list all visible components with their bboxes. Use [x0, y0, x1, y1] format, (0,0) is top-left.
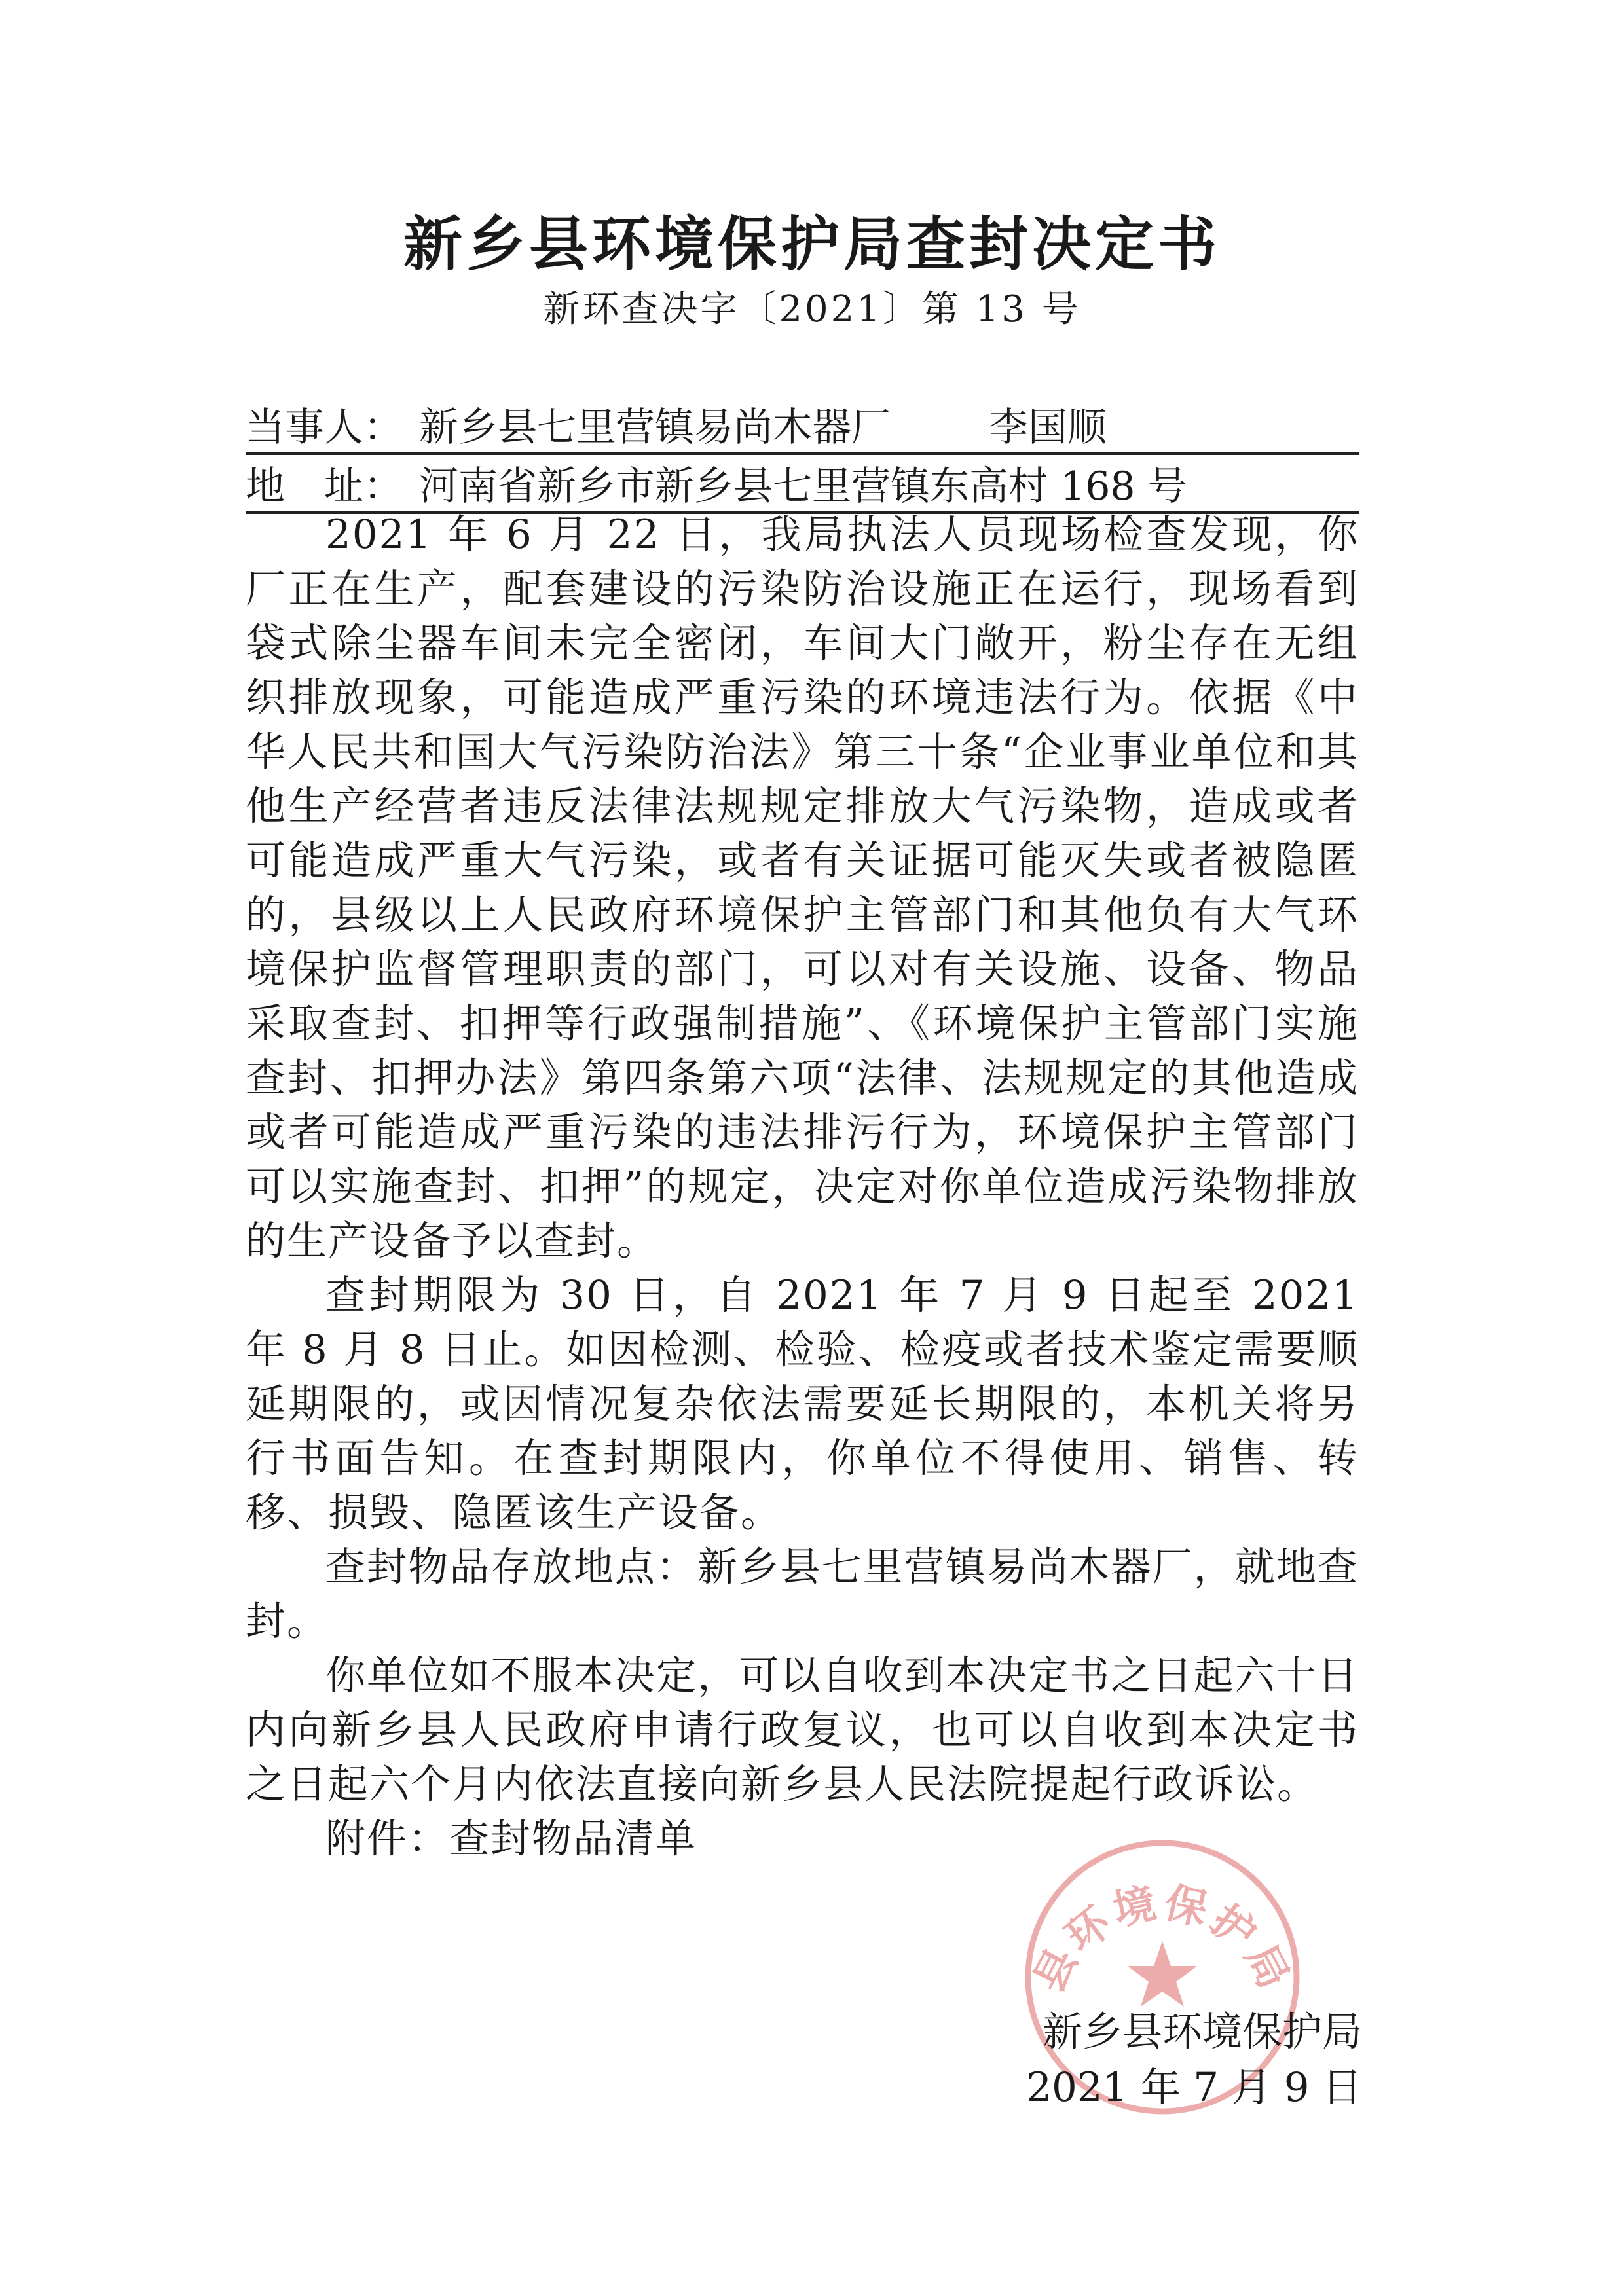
body-paragraph-appeal: 你单位如不服本决定，可以自收到本决定书之日起六十日内向新乡县人民政府申请行政复议，也可以自收到本决定书之日起六个月内依法直接向新乡县人民法院提起行政诉讼。 — [246, 1652, 1359, 1808]
party-label: 当事人： — [246, 405, 403, 450]
party-row — [246, 396, 1359, 455]
document-number: 新环查决字〔2021〕第 13 号 — [543, 288, 1081, 331]
address-value: 河南省新乡市新乡县七里营镇东高村 168 号 — [419, 464, 1187, 509]
body-paragraph-location: 查封物品存放地点：新乡县七里营镇易尚木器厂，就地查封。 — [246, 1544, 1359, 1645]
body-paragraph-attachment: 附件：查封物品清单 — [325, 1815, 697, 1862]
seal-text: 县环境保护局 — [1024, 1878, 1301, 2000]
party-name: 新乡县七里营镇易尚木器厂 — [419, 405, 891, 450]
document-body — [246, 507, 1359, 1866]
signature-org: 新乡县环境保护局 — [1042, 2009, 1362, 2055]
address-label: 地 址： — [246, 464, 403, 509]
body-paragraph-facts: 2021 年 6 月 22 日，我局执法人员现场检查发现，你厂正在生产，配套建设的污染防治设施正在运行，现场看到袋式除尘器车间未完全密闭，车间大门敞开，粉尘存在无组织排放现象，可能造成严重污染的环境违法行为。依据《中华人民共和国大气污染防治法》第三十条“企业事业单位和其他生产经营者违反法律法规规定排放大气污染物，造成或者可能造成严重大气污染，或者有关证据可能灭失或者被隐匿的，县级以上人民政府环境保护主管部门和其他负有大气环境保护监督管理职责的部门，可以对有关设施、设备、物品采取查封、扣押等行政强制措施”、《环境保护主管部门实施查封、扣押办法》第四条第六项“法律、法规规定的其他造成或者可能造成严重污染的违法排污行为，环境保护主管部门可以实施查封、扣押”的规定，决定对你单位造成污染物排放的生产设备予以查封。 — [246, 511, 1359, 1264]
document-title: 新乡县环境保护局查封决定书 — [403, 210, 1221, 279]
signature-date: 2021 年 7 月 9 日 — [1026, 2064, 1362, 2111]
address-row — [246, 455, 1359, 514]
party-person: 李国顺 — [989, 405, 1107, 450]
body-paragraph-period: 查封期限为 30 日，自 2021 年 7 月 9 日起至 2021 年 8 月 8 日止。如因检测、检验、检疫或者技术鉴定需要顺延期限的，或因情况复杂依法需要延长期限的，本机关将另行书面告知。在查封期限内，你单位不得使用、销售、转移、损毁、隐匿该生产设备。 — [246, 1272, 1359, 1536]
seal-star — [1128, 1941, 1197, 2007]
